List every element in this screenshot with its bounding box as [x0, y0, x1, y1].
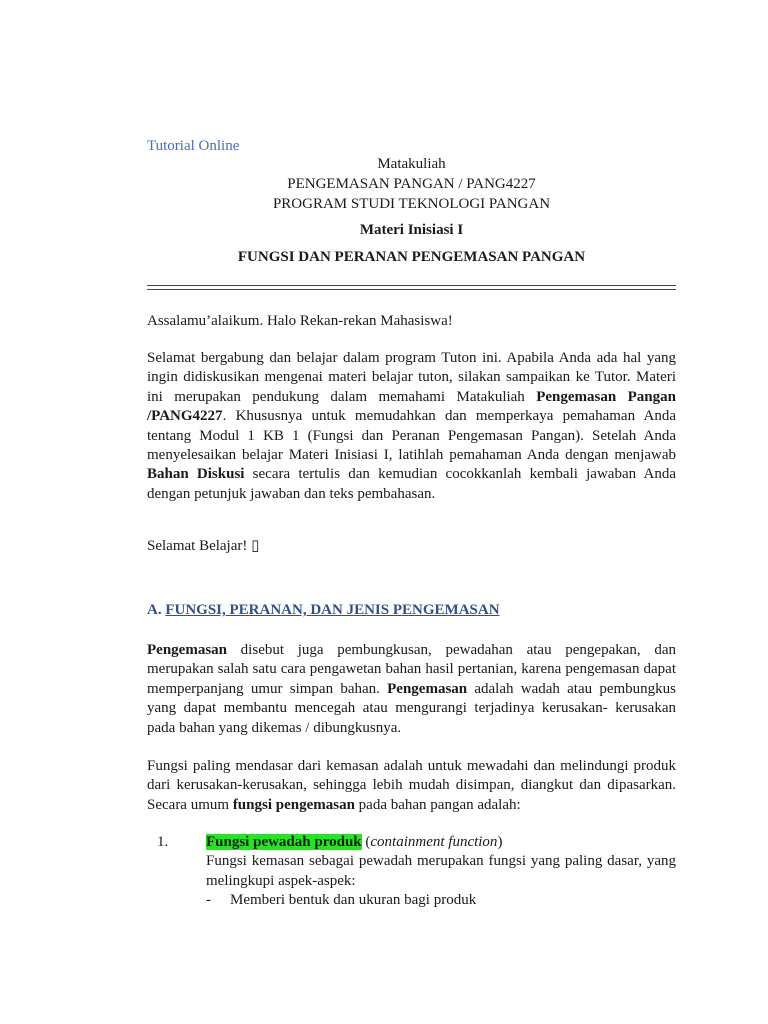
english-term: containment function [370, 834, 498, 850]
definition-text-1: disebut juga pembungkusan, pewadahan atau pengepakan, dan merupakan salah satu cara pengawetan bahan hasil pertanian, karena pengemasan dapat memperpanjang umur simpan bahan. [147, 642, 676, 697]
program-name: PROGRAM STUDI TEKNOLOGI PANGAN [272, 196, 551, 212]
list-item-description: Fungsi kemasan sebagai pewadah merupakan fungsi yang paling dasar, yang melingkupi aspek-aspek: [206, 853, 676, 889]
list-item-body [206, 833, 676, 891]
list-number: 1. [157, 834, 169, 850]
tutorial-online-label: Tutorial Online [147, 138, 240, 154]
section-a-heading [147, 602, 500, 619]
function-text-1: Fungsi paling mendasar dari kemasan adalah untuk mewadahi dan melindungi produk dari kerusakan-kerusakan, sehingga lebih mudah disimpan, diangkut dan dipasarkan. Secara umum [147, 758, 676, 813]
list-item-heading [206, 833, 676, 852]
intro-discussion-term: Bahan Diskusi [147, 466, 245, 483]
function-text-2: pada bahan pangan adalah: [354, 796, 521, 813]
term-pengemasan-2: Pengemasan [387, 680, 468, 697]
dash-bullet: - [206, 892, 211, 908]
intro-text-1: Selamat bergabung dan belajar dalam program Tuton ini. Apabila Anda ada hal yang ingin didiskusikan mengenai materi belajar tuton, silakan sampaikan ke Tutor. Materi ini merupakan pendukung dalam memahami Matakuliah [147, 350, 676, 405]
definition-text-2: adalah wadah atau pembungkus yang dapat membantu mencegah atau mengurangi terjadinya kerusakan- kerusakan pada bahan yang dikemas / dibungkusnya. [147, 680, 676, 736]
course-word: Matakuliah [377, 156, 446, 172]
intro-paragraph [147, 349, 676, 504]
intro-text-3: secara tertulis dan kemudian cocokkanlah kembali jawaban Anda dengan petunjuk jawaban dan teks pembahasan. [147, 466, 676, 502]
greeting: Assalamu’alaikum. Halo Rekan-rekan Mahasiswa! [147, 313, 453, 329]
intro-course-name: Pengemasan Pangan /PANG4227 [147, 388, 676, 425]
topic-title: FUNGSI DAN PERANAN PENGEMASAN PANGAN [237, 249, 586, 265]
sub-item-text: Memberi bentuk dan ukuran bagi produk [230, 892, 477, 908]
packaging-function-paragraph [147, 757, 676, 815]
header-divider [147, 285, 676, 290]
material-title: Materi Inisiasi I [359, 222, 464, 238]
section-a-title: FUNGSI, PERANAN, DAN JENIS PENGEMASAN [165, 602, 500, 618]
close-paren: ) [497, 834, 503, 850]
course-name: PENGEMASAN PANGAN / PANG4227 [287, 176, 536, 192]
section-a-prefix: A. [147, 602, 166, 618]
term-pengemasan-1: Pengemasan [147, 642, 227, 658]
highlighted-term: Fungsi pewadah produk [206, 834, 362, 850]
closing-line: Selamat Belajar! ▯ [147, 538, 260, 554]
open-paren: ( [361, 834, 371, 850]
packaging-definition-paragraph [147, 641, 676, 738]
term-fungsi-pengemasan: fungsi pengemasan [232, 796, 355, 813]
intro-text-2: . Khususnya untuk memudahkan dan memperkaya pemahaman Anda tentang Modul 1 KB 1 (Fungsi dan Peranan Pengemasan Pangan). Setelah Anda menyelesaikan belajar Materi Inisiasi I, latihlah pemahaman Anda dengan menjawab [147, 408, 676, 464]
